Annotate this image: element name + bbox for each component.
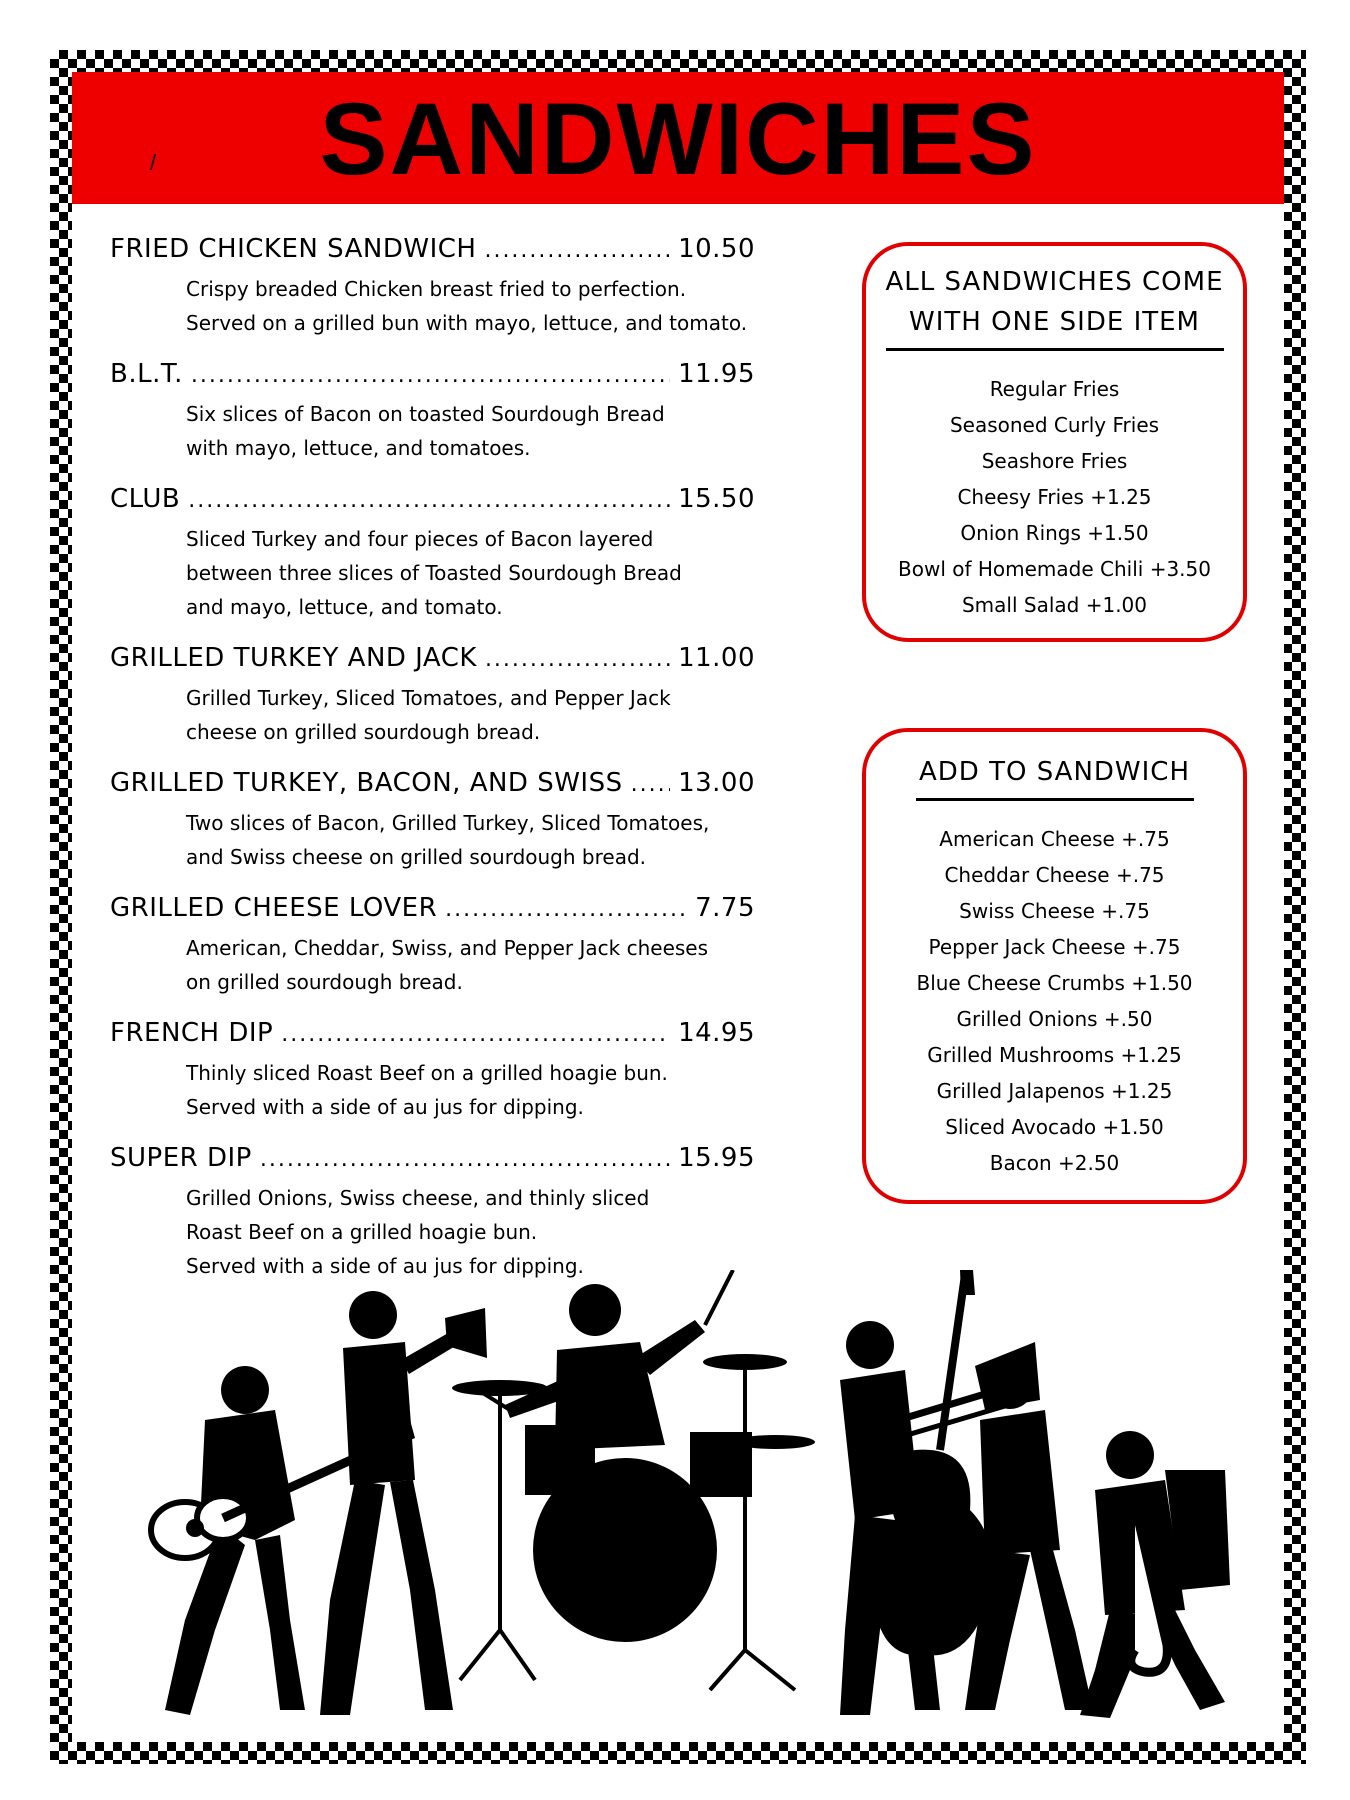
desc-line: Grilled Turkey, Sliced Tomatoes, and Pepper Jack: [186, 686, 671, 710]
stray-mark: /: [150, 150, 157, 175]
leader-dots: [281, 1018, 670, 1052]
item-price: 10.50: [678, 234, 755, 264]
page-title: SANDWICHES: [319, 82, 1037, 196]
desc-line: Crispy breaded Chicken breast fried to perfection.: [186, 277, 687, 301]
desc-line: Thinly sliced Roast Beef on a grilled hoagie bun.: [186, 1061, 668, 1085]
side-option: Bowl of Homemade Chili +3.50: [898, 557, 1211, 581]
side-option: Cheesy Fries +1.25: [957, 485, 1152, 509]
menu-item: [110, 1141, 755, 1283]
saxophonist-silhouette: [1080, 1431, 1230, 1718]
item-name: FRENCH DIP: [110, 1018, 274, 1048]
addon-option: Grilled Onions +.50: [956, 1007, 1153, 1031]
item-description: [186, 397, 755, 465]
drummer-silhouette: [452, 1270, 815, 1690]
item-name: GRILLED TURKEY, BACON, AND SWISS: [110, 768, 623, 798]
item-description: [186, 1056, 755, 1124]
desc-line: Roast Beef on a grilled hoagie bun.: [186, 1220, 538, 1244]
item-description: [186, 272, 755, 340]
item-price: 7.75: [695, 893, 755, 923]
leader-dots: [260, 1143, 670, 1177]
item-name: CLUB: [110, 484, 181, 514]
side-option: Regular Fries: [989, 377, 1120, 401]
item-price: 13.00: [678, 768, 755, 798]
addon-option: Bacon +2.50: [989, 1151, 1120, 1175]
desc-line: with mayo, lettuce, and tomatoes.: [186, 436, 531, 460]
desc-line: Grilled Onions, Swiss cheese, and thinly sliced: [186, 1186, 650, 1210]
menu-item: [110, 641, 755, 749]
addon-option: Swiss Cheese +.75: [959, 899, 1150, 923]
desc-line: between three slices of Toasted Sourdough Bread: [186, 561, 682, 585]
bassist-silhouette: [840, 1270, 992, 1715]
item-name: SUPER DIP: [110, 1143, 252, 1173]
divider: [886, 348, 1224, 351]
addons-list: [866, 821, 1243, 1181]
leader-dots: [191, 359, 670, 393]
sides-title-line1: ALL SANDWICHES COME: [885, 267, 1224, 297]
menu-item: [110, 766, 755, 874]
item-name: GRILLED TURKEY AND JACK: [110, 643, 477, 673]
sides-title-line2: WITH ONE SIDE ITEM: [909, 307, 1200, 337]
addon-option: Grilled Jalapenos +1.25: [936, 1079, 1173, 1103]
addon-option: American Cheese +.75: [939, 827, 1170, 851]
leader-dots: [445, 893, 687, 927]
desc-line: Sliced Turkey and four pieces of Bacon layered: [186, 527, 654, 551]
addon-option: Sliced Avocado +1.50: [945, 1115, 1164, 1139]
menu-item: [110, 1016, 755, 1124]
menu-item: [110, 357, 755, 465]
item-price: 14.95: [678, 1018, 755, 1048]
sides-list: [866, 371, 1243, 623]
menu-item: [110, 232, 755, 340]
desc-line: Six slices of Bacon on toasted Sourdough Bread: [186, 402, 665, 426]
sides-box: [862, 242, 1247, 642]
item-description: [186, 806, 755, 874]
addons-box: [862, 728, 1247, 1204]
item-description: [186, 681, 755, 749]
addon-option: Grilled Mushrooms +1.25: [927, 1043, 1182, 1067]
addon-option: Cheddar Cheese +.75: [944, 863, 1165, 887]
side-option: Seasoned Curly Fries: [949, 413, 1160, 437]
item-name: FRIED CHICKEN SANDWICH: [110, 234, 477, 264]
side-option: Onion Rings +1.50: [960, 521, 1149, 545]
leader-dots: [188, 484, 670, 518]
desc-line: American, Cheddar, Swiss, and Pepper Jack cheeses: [186, 936, 709, 960]
leader-dots: [484, 234, 670, 268]
divider: [916, 798, 1194, 801]
addon-option: Blue Cheese Crumbs +1.50: [916, 971, 1193, 995]
trumpeter-silhouette: [320, 1291, 487, 1715]
item-name: B.L.T.: [110, 359, 183, 389]
desc-line: on grilled sourdough bread.: [186, 970, 463, 994]
addon-option: Pepper Jack Cheese +.75: [928, 935, 1181, 959]
desc-line: Served with a side of au jus for dipping.: [186, 1095, 584, 1119]
item-price: 11.00: [678, 643, 755, 673]
side-option: Seashore Fries: [981, 449, 1128, 473]
menu-item: [110, 482, 755, 624]
jazz-band-illustration: [105, 1270, 1255, 1730]
menu-item: [110, 891, 755, 999]
item-description: [186, 1181, 755, 1283]
item-price: 15.50: [678, 484, 755, 514]
item-price: 15.95: [678, 1143, 755, 1173]
item-description: [186, 931, 755, 999]
leader-dots: [485, 643, 670, 677]
addons-title: ADD TO SANDWICH: [918, 757, 1191, 787]
header-banner: [72, 72, 1284, 204]
desc-line: Two slices of Bacon, Grilled Turkey, Sliced Tomatoes,: [186, 811, 710, 835]
side-option: Small Salad +1.00: [961, 593, 1147, 617]
desc-line: Served on a grilled bun with mayo, lettuce, and tomato.: [186, 311, 748, 335]
item-price: 11.95: [678, 359, 755, 389]
desc-line: and mayo, lettuce, and tomato.: [186, 595, 503, 619]
item-name: GRILLED CHEESE LOVER: [110, 893, 438, 923]
desc-line: Served with a side of au jus for dipping.: [186, 1254, 584, 1278]
item-description: [186, 522, 755, 624]
desc-line: cheese on grilled sourdough bread.: [186, 720, 541, 744]
leader-dots: [631, 768, 670, 802]
desc-line: and Swiss cheese on grilled sourdough bread.: [186, 845, 646, 869]
